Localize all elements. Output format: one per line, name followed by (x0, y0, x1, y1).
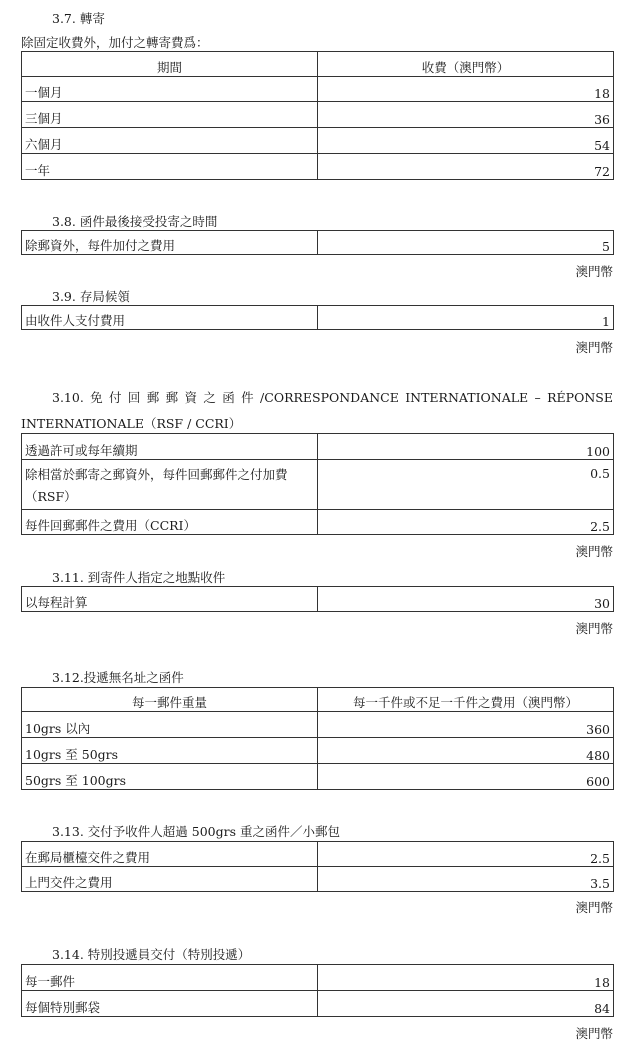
row-value: 360 (318, 712, 614, 738)
section-3-10-heading (52, 385, 613, 410)
section-3-9-heading: 3.9. 存局候領 (52, 289, 130, 304)
table-row (22, 154, 614, 180)
last-posting-time-table (21, 230, 614, 255)
row-label: 上門交件之費用 (22, 867, 318, 892)
heading-word: 函 (222, 390, 235, 405)
column-header-period: 期間 (22, 52, 318, 77)
heading-line-1 (52, 385, 613, 410)
heading-word: 3.10. (52, 390, 84, 405)
reply-paid-table (21, 433, 614, 535)
row-label: 透過許可或每年續期 (22, 434, 318, 460)
currency-unit: 澳門幣 (575, 900, 613, 915)
section-3-11-heading: 3.11. 到寄件人指定之地點收件 (52, 570, 226, 585)
row-value: 3.5 (318, 867, 614, 892)
table-row (22, 434, 614, 460)
table-row (22, 712, 614, 738)
row-label: 六個月 (22, 128, 318, 154)
currency-unit: 澳門幣 (575, 340, 613, 355)
table-row (22, 738, 614, 764)
heading-word: 付 (109, 390, 122, 405)
heading-line-2: INTERNATIONALE（RSF / CCRI） (21, 416, 242, 431)
row-value: 18 (318, 77, 614, 102)
heading-word: 郵 (146, 390, 160, 405)
section-3-13-heading: 3.13. 交付予收件人超過 500grs 重之函件／小郵包 (52, 824, 340, 839)
row-label: 在郵局櫃檯交件之費用 (22, 842, 318, 867)
table-row (22, 128, 614, 154)
heading-word: 件 (241, 390, 254, 405)
row-value: 18 (318, 965, 614, 991)
table-row (22, 587, 614, 612)
row-value: 600 (318, 764, 614, 790)
table-row (22, 510, 614, 535)
heading-word: RÉPONSE (547, 390, 613, 405)
section-3-14-heading: 3.14. 特別投遞員交付（特別投遞） (52, 947, 251, 962)
table-row (22, 842, 614, 867)
heading-word: 免 (90, 390, 103, 405)
row-value: 1 (318, 306, 614, 330)
currency-unit: 澳門幣 (575, 264, 613, 279)
heading-word: 郵 (165, 390, 179, 405)
row-value: 480 (318, 738, 614, 764)
row-value: 100 (318, 434, 614, 460)
row-label: 每一郵件 (22, 965, 318, 991)
table-row (22, 231, 614, 255)
row-value: 0.5 (318, 460, 614, 510)
section-3-7-subtitle: 除固定收費外，加付之轉寄費爲： (21, 35, 209, 50)
heading-word: 之 (203, 390, 216, 405)
row-label: 除相當於郵寄之郵資外，每件回郵郵件之付加費（RSF） (22, 460, 318, 510)
row-label: 由收件人支付費用 (22, 306, 318, 330)
heading-word: /CORRESPONDANCE (260, 390, 399, 405)
table-row (22, 306, 614, 330)
heading-word: – (534, 390, 541, 405)
heading-word: 資 (184, 390, 198, 405)
over-500g-delivery-table (21, 841, 614, 892)
poste-restante-table (21, 305, 614, 330)
row-label: 一年 (22, 154, 318, 180)
row-value: 54 (318, 128, 614, 154)
section-3-7-heading: 3.7. 轉寄 (52, 11, 105, 26)
currency-unit: 澳門幣 (575, 544, 613, 559)
row-value: 36 (318, 102, 614, 128)
column-header-fee: 每一千件或不足一千件之費用（澳門幣） (318, 688, 614, 712)
heading-word: 回 (127, 390, 141, 405)
section-3-8-heading: 3.8. 函件最後接受投寄之時間 (52, 214, 218, 229)
currency-unit: 澳門幣 (575, 621, 613, 636)
forwarding-fee-table (21, 51, 614, 180)
row-label: 10grs 至 50grs (22, 738, 318, 764)
heading-word: INTERNATIONALE (405, 390, 529, 405)
table-header-row (22, 688, 614, 712)
row-value: 84 (318, 991, 614, 1017)
row-label: 10grs 以內 (22, 712, 318, 738)
column-header-weight: 每一郵件重量 (22, 688, 318, 712)
section-3-12-heading: 3.12.投遞無名址之函件 (52, 670, 184, 685)
column-header-fee: 收費（澳門幣） (318, 52, 614, 77)
row-value: 2.5 (318, 842, 614, 867)
table-row (22, 77, 614, 102)
row-label: 三個月 (22, 102, 318, 128)
unaddressed-mail-table (21, 687, 614, 790)
row-label: 50grs 至 100grs (22, 764, 318, 790)
table-header-row (22, 52, 614, 77)
table-row (22, 102, 614, 128)
table-row (22, 460, 614, 510)
currency-unit: 澳門幣 (575, 1026, 613, 1041)
table-row (22, 764, 614, 790)
row-value: 2.5 (318, 510, 614, 535)
row-value: 30 (318, 587, 614, 612)
row-label: 每件回郵郵件之費用（CCRI） (22, 510, 318, 535)
row-value: 5 (318, 231, 614, 255)
table-row (22, 867, 614, 892)
pickup-table (21, 586, 614, 612)
row-value: 72 (318, 154, 614, 180)
table-row (22, 991, 614, 1017)
row-label: 一個月 (22, 77, 318, 102)
special-delivery-table (21, 964, 614, 1017)
row-label: 除郵資外，每件加付之費用 (22, 231, 318, 255)
row-label: 以每程計算 (22, 587, 318, 612)
row-label: 每個特別郵袋 (22, 991, 318, 1017)
table-row (22, 965, 614, 991)
